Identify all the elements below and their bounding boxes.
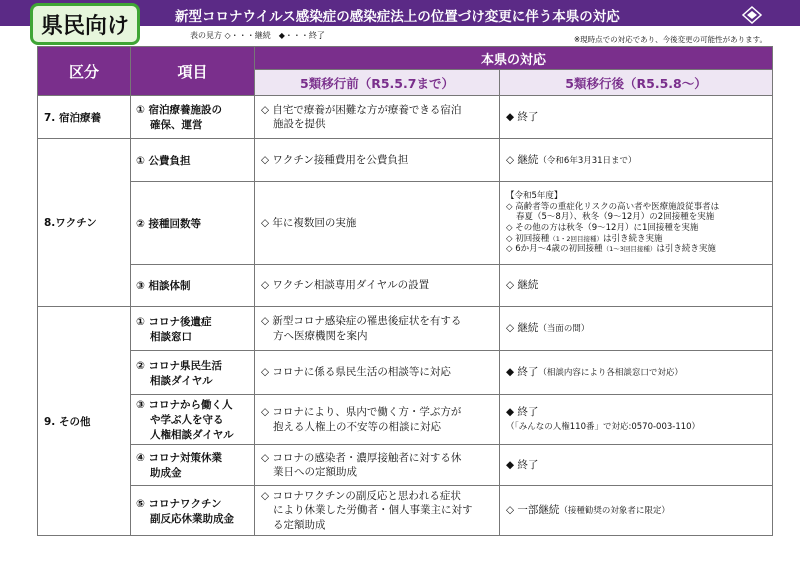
- after-cell: ◆ 終了（相談内容により各相談窓口で対応）: [500, 351, 773, 395]
- prefecture-emblem-icon: [742, 6, 762, 24]
- after-cell: ◇ 継続: [500, 265, 773, 307]
- after-cell: ◆ 終了: [500, 445, 773, 486]
- after-cell: ◇ 継続（令和6年3月31日まで）: [500, 139, 773, 182]
- item-cell: ① 宿泊療養施設の 確保、運営: [131, 96, 255, 139]
- after-cell: ◆ 終了 （「みんなの人権110番」で対応:0570-003-110）: [500, 395, 773, 445]
- item-cell: ④ コロナ対策休業 助成金: [131, 445, 255, 486]
- after-cell: ◆ 終了: [500, 96, 773, 139]
- disclaimer-note: ※現時点での対応であり、今後変更の可能性があります。: [573, 35, 767, 44]
- table-row: [38, 395, 773, 445]
- category-cell: 8.ワクチン: [38, 139, 131, 307]
- before-cell: ◇ ワクチン接種費用を公費負担: [255, 139, 500, 182]
- audience-badge: 県民向け: [30, 3, 140, 45]
- category-cell: 7. 宿泊療養: [38, 96, 131, 139]
- before-cell: ◇ コロナの感染者・濃厚接触者に対する休 業日への定額助成: [255, 445, 500, 486]
- table-row: [38, 486, 773, 536]
- before-cell: ◇ 自宅で療養が困難な方が療養できる宿泊 施設を提供: [255, 96, 500, 139]
- item-cell: ① コロナ後遺症 相談窓口: [131, 307, 255, 351]
- header-prefecture-response: 本県の対応: [255, 47, 773, 70]
- before-cell: ◇ 新型コロナ感染症の罹患後症状を有する 方へ医療機関を案内: [255, 307, 500, 351]
- header-category: 区分: [38, 47, 131, 96]
- before-cell: ◇ ワクチン相談専用ダイヤルの設置: [255, 265, 500, 307]
- after-cell: ◇ 一部継続（接種勧奨の対象者に限定）: [500, 486, 773, 536]
- table-row: [38, 139, 773, 182]
- before-cell: ◇ コロナにより、県内で働く方・学ぶ方が 抱える人権上の不安等の相談に対応: [255, 395, 500, 445]
- header-before: 5類移行前（R5.5.7まで）: [255, 70, 500, 96]
- after-cell: ◇ 継続（当面の間）: [500, 307, 773, 351]
- table-row: [38, 445, 773, 486]
- response-table: [37, 46, 773, 536]
- item-cell: ③ 相談体制: [131, 265, 255, 307]
- before-cell: ◇ コロナに係る県民生活の相談等に対応: [255, 351, 500, 395]
- after-cell: 【令和5年度】 ◇ 高齢者等の重症化リスクの高い者や医療施設従事者は 春夏（5～8月）、秋冬（9～12月）の2回接種を実施 ◇ その他の方は秋冬（9～12月）に1回接種を実施 ◇ 初回接種（1・2回目接種）は引き続き実施 ◇ 6か月～4歳の初回接種（1～3回目接種）は引き続き実施: [500, 182, 773, 265]
- page-title: 新型コロナウイルス感染症の感染症法上の位置づけ変更に伴う本県の対応: [175, 9, 620, 23]
- item-cell: ③ コロナから働く人 や学ぶ人を守る 人権相談ダイヤル: [131, 395, 255, 445]
- before-cell: ◇ 年に複数回の実施: [255, 182, 500, 265]
- item-cell: ② コロナ県民生活 相談ダイヤル: [131, 351, 255, 395]
- before-cell: ◇ コロナワクチンの副反応と思われる症状 により休業した労働者・個人事業主に対す る定額助成: [255, 486, 500, 536]
- table-row: [38, 182, 773, 265]
- legend-note: 表の見方 ◇・・・継続 ◆・・・終了: [190, 31, 325, 40]
- item-cell: ⑤ コロナワクチン 副反応休業助成金: [131, 486, 255, 536]
- table-row: [38, 307, 773, 351]
- table-row: [38, 265, 773, 307]
- table-row: [38, 351, 773, 395]
- item-cell: ① 公費負担: [131, 139, 255, 182]
- category-cell: 9. その他: [38, 307, 131, 536]
- table-row: [38, 96, 773, 139]
- item-cell: ② 接種回数等: [131, 182, 255, 265]
- header-item: 項目: [131, 47, 255, 96]
- header-after: 5類移行後（R5.5.8～）: [500, 70, 773, 96]
